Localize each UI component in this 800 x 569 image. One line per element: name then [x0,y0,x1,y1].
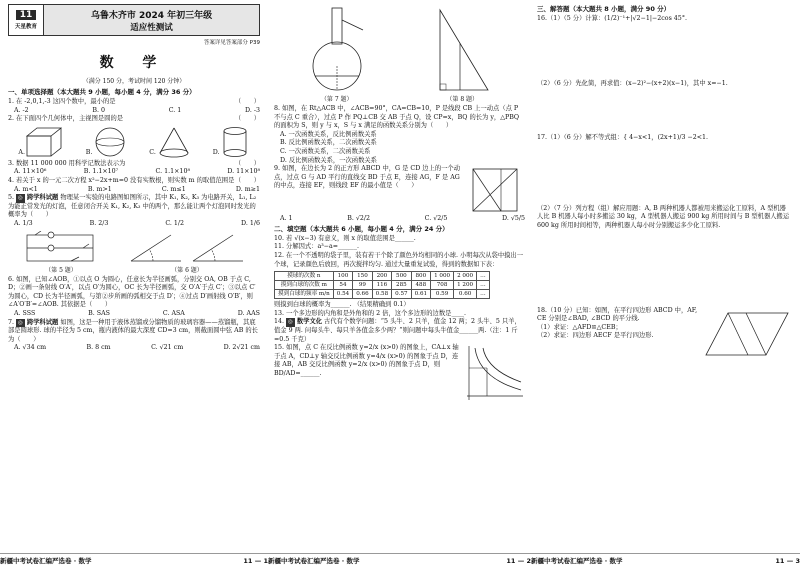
question-16-2: （2）（6 分）先化简，再求值：(x−2)²−(x+2)(x−1)，其中 x=−1. [537,79,728,87]
question-18-part2: （2）求证：四边形 AECF 是平行四边形. [537,332,654,340]
footer-title: 新疆中考试卷汇编严选卷 · 数学 [268,557,360,565]
option: C. [149,149,156,157]
table-cell: … [477,272,490,281]
question-18-part1: （1）求证：△AFD≌△CEB； [537,323,622,331]
question-12-end: 则摸到白球的概率为______. （结果精确到 0.1） [274,301,410,309]
table-cell: … [477,281,490,290]
table-cell: 150 [353,272,372,281]
table-row [275,290,490,299]
answer-paren: （ ） [234,159,260,167]
option: A. m<1 [14,185,38,193]
table-row [275,272,490,281]
answer-paren: （ ） [426,122,453,130]
table-cell: 100 [333,272,352,281]
question-15: 15. 如图，点 C 在反比例函数 y=2/x (x>0) 的图象上，CA⊥x 轴于点 A，CD⊥y 轴交反比例函数 y=4/x (x>0) 的图象于点 D，连接 AB，AB 交反比例函数 y=2/x (x>0) 的图象于点 D，则 BD/AD=______. [274,344,459,377]
table-cell: 1 000 [431,272,454,281]
option: B. SAS [88,309,110,317]
section-2-title: 二、填空题（本大题共 6 小题，每小题 4 分，满分 24 分） [274,224,449,233]
right-triangle-figure [432,6,492,94]
table-cell: 488 [411,281,430,290]
table-cell: 摸球的次数 n [275,272,334,281]
question-7-tag: 跨学科试题 [26,318,59,326]
page-footer [268,553,531,565]
answer-space [537,231,792,307]
table-cell: 2 000 [454,272,477,281]
table-cell: 0.61 [411,290,430,299]
page-column-1 [0,0,268,569]
question-2-figures [8,126,260,158]
figure-5-caption: （第 5 题） [45,266,77,274]
option: C. ASA [162,309,185,317]
figure-7-caption: （第 7 题） [320,96,353,103]
table-cell: 0.57 [392,290,411,299]
option: B. √2/2 [347,215,370,223]
page-number: 11 — 3 [775,556,800,565]
question-15-block [274,344,525,402]
exam-header [8,4,260,36]
option: C. √21 cm [151,344,184,352]
question-18-block [537,307,792,361]
answer-space [537,88,792,134]
table-cell: 116 [372,281,391,290]
question-5: 5. ◎ 跨学科试题 物理某一实验的电路图如图所示，其中 K₁, K₂, K₃ 为电路开关，L₁, L₂ 为能正常发光的灯泡，任意闭合开关 K₁, K₂, K₃ 中的两个，那么能让两个灯泡同时发光的概率为（ ） [8,194,259,219]
cube-figure [25,126,65,158]
question-5-options [8,220,260,229]
answer-paren: （ ） [85,301,112,309]
question-6-text: 6. 如图，已知∠AOB，①以点 O 为圆心，任意长为半径画弧，分别交 OA, OB 于点 C, D；②画一条射线 O′A′，以点 O′为圆心，OC 长为半径画弧，交 O′A′于点 C′；③以点 C′为圆心，CD 长为半径画弧，与第②步所画的弧相交于点 D′；④过点 D′画射线 O′B′，则∠A′O′B′=∠AOB. 其依据是 [8,275,256,309]
option: A. SSS [14,309,36,317]
option: D. 2√21 cm [223,344,260,352]
question-1-text: 1. 在 -2,0,1,-3 这四个数中，最小的是 [8,98,116,105]
page-number: 11 — 2 [506,556,531,565]
option: C. m≤1 [161,185,186,193]
option: A. √34 cm [14,344,47,352]
answer-paren: （ ） [392,182,418,190]
question-2 [8,115,260,124]
page-number: 11 — 1 [243,556,268,565]
option: D. 反比例函数关系，一次函数关系 [280,156,377,164]
question-10: 10. 若 √(x−3) 有意义，则 x 的取值范围是______. [274,234,416,242]
question-1-options [8,107,260,116]
table-cell: 摸到白球的次数 m [275,281,334,290]
question-9-options [274,215,525,224]
question-7-options [8,344,260,353]
question-14: 14. ◎ 数学文化 古代有个数学问题：“5 头牛、2 只羊，值金 12 两；2 头牛、5 只羊，值金 9 两. 问每头牛、每只羊各值金多少两？”则问题中每头牛值金______两.（注：1 斤=0.5 千克） [274,318,521,343]
table-cell: 0.59 [431,290,454,299]
subject-tag-icon: ◎ [18,195,23,202]
option: D. [212,149,220,157]
cylinder-figure [220,126,250,158]
answer-space [537,24,792,80]
question-18: 18.（10 分）已知：如图，在平行四边形 ABCD 中，AF, CE 分别是∠BAD, ∠BCD 的平分线. [537,306,700,323]
table-cell: 708 [431,281,454,290]
question-6 [8,276,260,310]
table-cell: … [477,290,490,299]
answer-note: 答案详见答案部分 P39 [203,40,260,46]
question-9-text: 9. 如图，在边长为 2 的正方形 ABCD 中，G 是 CD 边上的一个动点，过点 G 与 AD 平行的直线交 BD 于点 E，连接 AG，F 是 AG 的中点，连接 EF，则线段 EF 的最小值是 [274,165,462,190]
question-2-text: 2. 在下面四个几何体中，主视图是圆的是 [8,115,124,123]
question-13: 13. 一个多边形的内角和是外角和的 2 倍，这个多边形的边数是____. [274,309,467,317]
exam-title-line2: 适应性测试 [130,22,173,33]
question-12: 12. 在一个不透明的袋子里，装有若干个除了颜色外均相同的小球. 小明每次从袋中摸出一个球，记录颜色后放回，再次搅拌均匀. 通过大量重复试验，得到的数据如下表： [274,251,524,268]
frequency-table [274,271,490,299]
option: D. √5/5 [502,215,525,223]
option: A. -2 [14,106,29,114]
question-9 [274,165,467,215]
question-6-options [8,310,260,319]
publisher-logo [9,5,44,35]
page-footer [531,553,800,565]
table-cell: 285 [392,281,411,290]
distillation-flask-figure [307,6,367,94]
table-cell: 0.60 [454,290,477,299]
subject-title: 数 学 [99,55,169,71]
question-17-1: 17.（1）（6 分）解不等式组：{ 4−x<1，(2x+1)/3 −2<1. [537,134,709,142]
figures-5-6 [8,231,260,274]
question-7-text: 如图，这是一种用于液体蒸馏或分馏物质的玻璃容器——蒸馏瓶，其底部是圆球形. 球的半径为 5 cm，瓶内液体的最大深度 CD=3 cm，则截面圆中弦 AB 的长为 [8,318,258,343]
option: C. 1 [168,106,182,114]
table-cell: 0.54 [333,290,352,299]
angle-construction-diagram [127,231,247,265]
paper-number: 11 [16,10,37,20]
sphere-figure [92,126,128,158]
answer-space [537,143,792,205]
answer-paren: （ ） [234,176,260,184]
subject-tag-icon: ◎ [18,319,23,326]
footer-title: 新疆中考试卷汇编严选卷 · 数学 [531,557,623,565]
question-14-text: 古代有个数学问题：“5 头牛、2 只羊，值金 12 两；2 头牛、5 只羊，值金 9 两. 问每头牛、每只羊各值金多少两？”则问题中每头牛值金______两.（注：1 斤=0.5 千克） [274,318,521,343]
culture-tag-icon: ◎ [288,319,293,326]
table-cell: 1 200 [454,281,477,290]
question-7: 7. ◎ 跨学科试题 如图，这是一种用于液体蒸馏或分馏物质的玻璃容器——蒸馏瓶，其底部是圆球形. 球的半径为 5 cm，瓶内液体的最大深度 CD=3 cm，则截面圆中弦 AB 的长为（ ） [8,318,258,343]
table-cell: 摸到白球的频率 m/n [275,290,334,299]
option: D. -3 [245,106,260,114]
question-3-text: 3. 数据 11 000 000 用科学记数法表示为 [8,159,126,167]
question-3 [8,160,260,169]
table-cell: 0.58 [372,290,391,299]
exam-title-line1: 乌鲁木齐市 2024 年初三年级 [90,10,213,21]
question-11: 11. 分解因式：a³−a=______. [274,243,359,251]
option: C. 1/2 [165,219,185,227]
option: D. m≥1 [235,185,260,193]
option: B. 8 cm [86,344,111,352]
figure-6-caption: （第 6 题） [171,266,203,274]
option: B. 0 [92,106,106,114]
question-8-text: 8. 如图，在 Rt△ACB 中，∠ACB=90°，CA=CB=10，P 是线段 CB 上一动点（点 P 不与点 C 重合），过点 P 作 PQ⊥CB 交 AB 于点 Q，设 CP=x，BQ 的长为 y，△PBQ 的面积为 S，则 y 与 x，S 与 x 满足的函数关系分别为 [274,105,522,130]
table-cell: 800 [411,272,430,281]
square-figure [467,165,525,215]
publisher-name: 天星教育 [14,24,37,30]
option: B. 反比例函数关系，二次函数关系 [280,139,377,147]
option: C. √2/5 [424,215,448,223]
option: A. 1 [280,215,293,223]
question-4 [8,177,260,186]
option: D. 1/6 [241,219,260,227]
table-cell: 54 [333,281,352,290]
section-3-title: 三、解答题（本大题共 8 小题，满分 90 分） [537,5,671,13]
option: A. 1/3 [14,219,33,227]
option: D. 11×10⁸ [227,168,260,176]
answer-paren: （ ） [234,115,260,123]
option: A. 11×10⁶ [14,168,47,176]
option: B. m>1 [87,185,112,193]
question-5-text: 物理某一实验的电路图如图所示，其中 K₁, K₂, K₃ 为电路开关，L₁, L₂ 为能正常发光的灯泡，任意闭合开关 K₁, K₂, K₃ 中的两个，那么能让两个灯泡同时发光的概率为 [8,194,259,219]
page-column-3 [531,0,800,569]
question-1 [8,98,260,107]
parallelogram-figure [702,307,792,361]
option: B. 1.1×10⁷ [83,168,119,176]
option: A. [18,149,25,157]
table-cell: 0.66 [353,290,372,299]
option: C. 一次函数关系，二次函数关系 [280,147,371,155]
question-5-tag: 跨学科试题 [26,194,59,202]
option: D. AAS [237,309,260,317]
exam-title [44,5,259,35]
answer-paren: （ ） [234,98,260,105]
question-17-2: （2）（7 分）列方程（组）解应用题：A, B 两种机器人都被用来搬运化工原料，A 型机器人比 B 机器人每小时多搬运 30 kg，A 型机器人搬运 900 kg 所用时间与 B 型机器人搬运 600 kg 所用时间相等，两种机器人每小时分别搬运多少化工原料. [537,204,792,229]
page-column-2 [268,0,531,569]
question-8 [274,105,525,131]
cone-figure [156,126,192,158]
question-4-options [8,186,260,195]
table-cell: 500 [392,272,411,281]
answer-paren: （ ） [14,335,40,343]
exam-meta: （满分 150 分，考试时间 120 分钟） [82,78,186,85]
inverse-function-graph [461,344,525,402]
question-14-tag: 数学文化 [296,318,323,326]
option: C. 1.1×10⁸ [155,168,190,176]
question-9-block [274,165,525,215]
page-footer [0,553,268,565]
footer-title: 新疆中考试卷汇编严选卷 · 数学 [0,557,92,565]
figures-7-8 [274,6,525,103]
option: A. 一次函数关系，反比例函数关系 [280,130,377,138]
figure-8-caption: （第 8 题） [446,96,479,103]
table-row [275,281,490,290]
circuit-diagram [21,231,101,265]
answer-paren: （ ） [26,211,53,219]
question-3-options [8,168,260,177]
option: B. 2/3 [89,219,109,227]
table-cell: 99 [353,281,372,290]
question-4-text: 4. 若关于 x 的一元二次方程 x²−2x+m=0 没有实数根，则实数 m 的取值范围是 [8,176,235,184]
option: B. [85,149,93,157]
table-cell: 200 [372,272,391,281]
section-1-title: 一、单项选择题（本大题共 9 小题，每小题 4 分，满分 36 分） [8,88,196,96]
question-16-1: 16.（1）（5 分）计算：(1/2)⁻¹+|√2−1|−2cos 45°. [537,15,687,22]
